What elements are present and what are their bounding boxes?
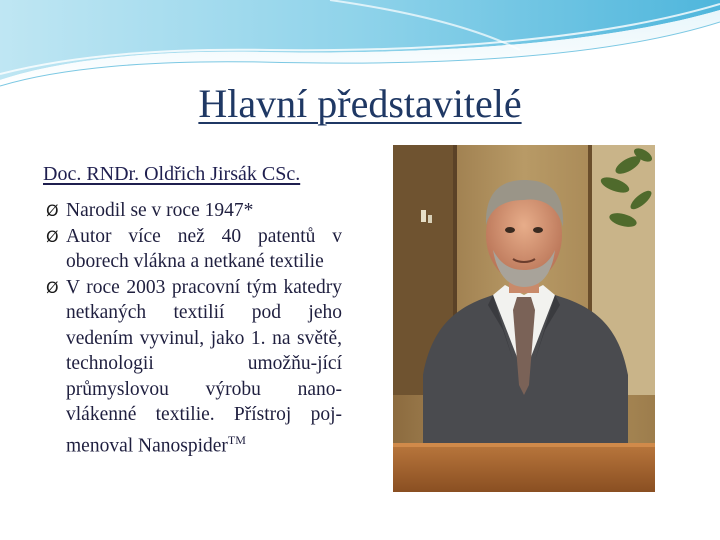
bullet-text: Narodil se v roce 1947* — [66, 200, 254, 221]
slide-title: Hlavní představitelé — [198, 81, 522, 126]
bullet-arrow-icon: Ø — [46, 277, 59, 297]
bullet-list — [46, 198, 342, 459]
bullet-arrow-icon: Ø — [46, 201, 59, 220]
bullet-item — [46, 198, 342, 224]
person-name-heading: Doc. RNDr. Oldřich Jirsák CSc. — [43, 163, 301, 185]
bullet-item — [46, 275, 342, 459]
portrait-photo — [393, 145, 655, 492]
bullet-text: V roce 2003 pracovní tým katedry netkaných textilií pod jeho vedením vyvinul, jako 1. na světě, technologii umožňu-jící průmyslovou výrobu nano-vlákenné textilie. Přístroj poj-menoval Nanospider — [66, 276, 342, 456]
bullet-arrow-icon: Ø — [46, 226, 59, 246]
bullet-item — [46, 224, 342, 275]
trademark-superscript: TM — [227, 432, 246, 447]
portrait-photo-icon — [393, 145, 655, 492]
bullet-text: Autor více než 40 patentů v oborech vlákna a netkané textilie — [66, 225, 342, 272]
